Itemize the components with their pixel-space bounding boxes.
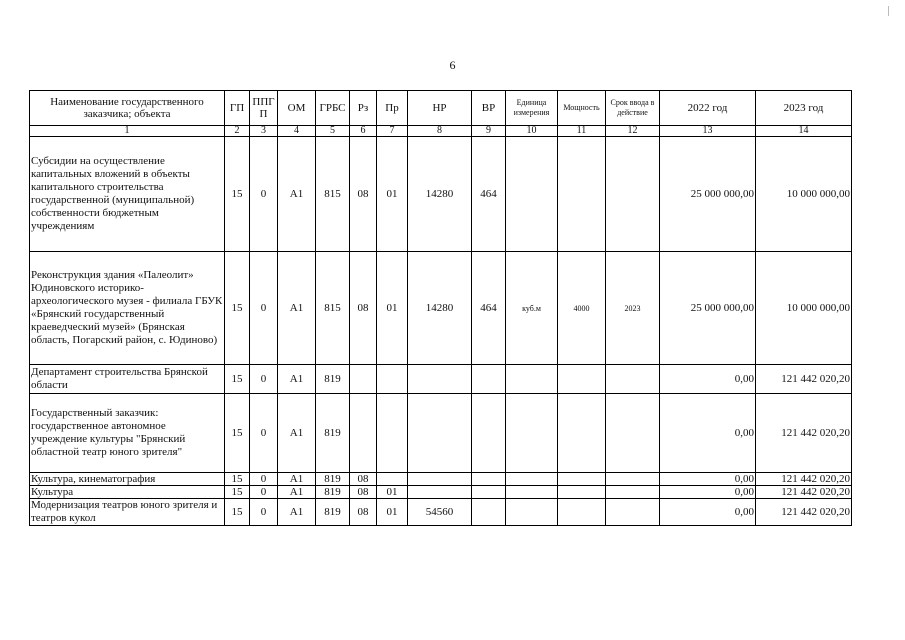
cell-rz [350, 365, 377, 394]
cell-gp: 15 [225, 499, 250, 526]
cell-term: 2023 [606, 252, 660, 365]
header-grbs: ГРБС [316, 91, 350, 126]
cell-ppgp: 0 [250, 394, 278, 473]
cell-gp: 15 [225, 137, 250, 252]
cell-unit: куб.м [506, 252, 558, 365]
header-pr: Пр [377, 91, 408, 126]
cell-pr: 01 [377, 499, 408, 526]
table-row [30, 486, 852, 499]
header-gp: ГП [225, 91, 250, 126]
cell-om: А1 [278, 499, 316, 526]
cell-om: А1 [278, 473, 316, 486]
cell-gp: 15 [225, 252, 250, 365]
header-row [30, 91, 852, 126]
column-number: 1 [30, 126, 225, 137]
cell-ppgp: 0 [250, 365, 278, 394]
cell-grbs: 819 [316, 394, 350, 473]
column-number: 7 [377, 126, 408, 137]
column-number: 5 [316, 126, 350, 137]
scan-edge-mark [888, 6, 889, 16]
column-number: 13 [660, 126, 756, 137]
cell-vr [472, 365, 506, 394]
cell-pr: 01 [377, 137, 408, 252]
cell-vr: 464 [472, 252, 506, 365]
cell-ppgp: 0 [250, 252, 278, 365]
column-number: 8 [408, 126, 472, 137]
cell-om: А1 [278, 394, 316, 473]
cell-term [606, 365, 660, 394]
cell-rz: 08 [350, 473, 377, 486]
cell-term [606, 499, 660, 526]
cell-2022: 25 000 000,00 [660, 137, 756, 252]
cell-nr: 14280 [408, 252, 472, 365]
cell-unit [506, 473, 558, 486]
cell-pr [377, 365, 408, 394]
column-number-row [30, 126, 852, 137]
cell-ppgp: 0 [250, 473, 278, 486]
cell-grbs: 819 [316, 499, 350, 526]
cell-power [558, 394, 606, 473]
cell-grbs: 815 [316, 252, 350, 365]
cell-power: 4000 [558, 252, 606, 365]
cell-gp: 15 [225, 486, 250, 499]
header-vr: ВР [472, 91, 506, 126]
cell-vr: 464 [472, 137, 506, 252]
cell-unit [506, 394, 558, 473]
table-row [30, 252, 852, 365]
table-row [30, 137, 852, 252]
cell-ppgp: 0 [250, 486, 278, 499]
cell-vr [472, 486, 506, 499]
cell-power [558, 137, 606, 252]
cell-unit [506, 137, 558, 252]
cell-rz: 08 [350, 137, 377, 252]
column-number: 9 [472, 126, 506, 137]
cell-grbs: 819 [316, 486, 350, 499]
cell-om: А1 [278, 252, 316, 365]
cell-2022: 0,00 [660, 499, 756, 526]
cell-2023: 121 442 020,20 [756, 473, 852, 486]
cell-power [558, 473, 606, 486]
cell-2023: 10 000 000,00 [756, 252, 852, 365]
object-name: Государственный заказчик: государственное автономное учреждение культуры "Брянский областной театр юного зрителя" [30, 394, 225, 473]
table-row [30, 365, 852, 394]
cell-pr [377, 394, 408, 473]
cell-ppgp: 0 [250, 499, 278, 526]
table-row [30, 499, 852, 526]
cell-2022: 0,00 [660, 365, 756, 394]
header-2023: 2023 год [756, 91, 852, 126]
cell-gp: 15 [225, 394, 250, 473]
object-name: Модернизация театров юного зрителя и театров кукол [30, 499, 225, 526]
cell-om: А1 [278, 365, 316, 394]
header-ppgp: ППГ П [250, 91, 278, 126]
cell-pr: 01 [377, 252, 408, 365]
cell-gp: 15 [225, 365, 250, 394]
cell-term [606, 473, 660, 486]
cell-2022: 0,00 [660, 473, 756, 486]
cell-nr: 14280 [408, 137, 472, 252]
page-number: 6 [449, 58, 456, 72]
cell-unit [506, 486, 558, 499]
budget-table [29, 90, 852, 526]
cell-pr [377, 473, 408, 486]
header-rz: Рз [350, 91, 377, 126]
cell-power [558, 486, 606, 499]
header-2022: 2022 год [660, 91, 756, 126]
column-number: 4 [278, 126, 316, 137]
cell-grbs: 819 [316, 473, 350, 486]
column-number: 10 [506, 126, 558, 137]
cell-2023: 121 442 020,20 [756, 365, 852, 394]
cell-pr: 01 [377, 486, 408, 499]
cell-vr [472, 473, 506, 486]
table-row [30, 394, 852, 473]
object-name: Культура, кинематография [30, 473, 225, 486]
cell-power [558, 499, 606, 526]
header-nr: НР [408, 91, 472, 126]
object-name: Субсидии на осуществление капитальных вложений в объекты капитального строительства государственной (муниципальной) собственности бюджетным учреждениям [30, 137, 225, 252]
column-number: 6 [350, 126, 377, 137]
header-power: Мощность [558, 91, 606, 126]
header-om: ОМ [278, 91, 316, 126]
column-number: 14 [756, 126, 852, 137]
cell-om: А1 [278, 486, 316, 499]
cell-vr [472, 394, 506, 473]
cell-rz: 08 [350, 252, 377, 365]
column-number: 2 [225, 126, 250, 137]
cell-rz: 08 [350, 499, 377, 526]
cell-term [606, 137, 660, 252]
cell-term [606, 394, 660, 473]
cell-nr [408, 473, 472, 486]
header-unit: Единица измерения [506, 91, 558, 126]
column-number: 3 [250, 126, 278, 137]
object-name: Культура [30, 486, 225, 499]
object-name: Департамент строительства Брянской области [30, 365, 225, 394]
cell-grbs: 819 [316, 365, 350, 394]
table-row [30, 473, 852, 486]
cell-rz [350, 394, 377, 473]
cell-2023: 121 442 020,20 [756, 499, 852, 526]
cell-nr: 54560 [408, 499, 472, 526]
cell-nr [408, 394, 472, 473]
column-number: 12 [606, 126, 660, 137]
cell-grbs: 815 [316, 137, 350, 252]
cell-2023: 121 442 020,20 [756, 394, 852, 473]
cell-rz: 08 [350, 486, 377, 499]
cell-nr [408, 486, 472, 499]
header-name: Наименование государственного заказчика; объекта [30, 91, 225, 126]
cell-unit [506, 365, 558, 394]
cell-2022: 0,00 [660, 486, 756, 499]
column-number: 11 [558, 126, 606, 137]
cell-power [558, 365, 606, 394]
object-name: Реконструкция здания «Палеолит» Юдиновского историко-археологического музея - филиала ГБУК «Брянский государственный краеведческий музей» (Брянская область, Погарский район, с. Юдиново) [30, 252, 225, 365]
cell-2023: 10 000 000,00 [756, 137, 852, 252]
cell-vr [472, 499, 506, 526]
cell-unit [506, 499, 558, 526]
cell-ppgp: 0 [250, 137, 278, 252]
cell-gp: 15 [225, 473, 250, 486]
cell-om: А1 [278, 137, 316, 252]
cell-2022: 25 000 000,00 [660, 252, 756, 365]
cell-2023: 121 442 020,20 [756, 486, 852, 499]
cell-nr [408, 365, 472, 394]
cell-2022: 0,00 [660, 394, 756, 473]
cell-term [606, 486, 660, 499]
header-term: Срок ввода в действие [606, 91, 660, 126]
